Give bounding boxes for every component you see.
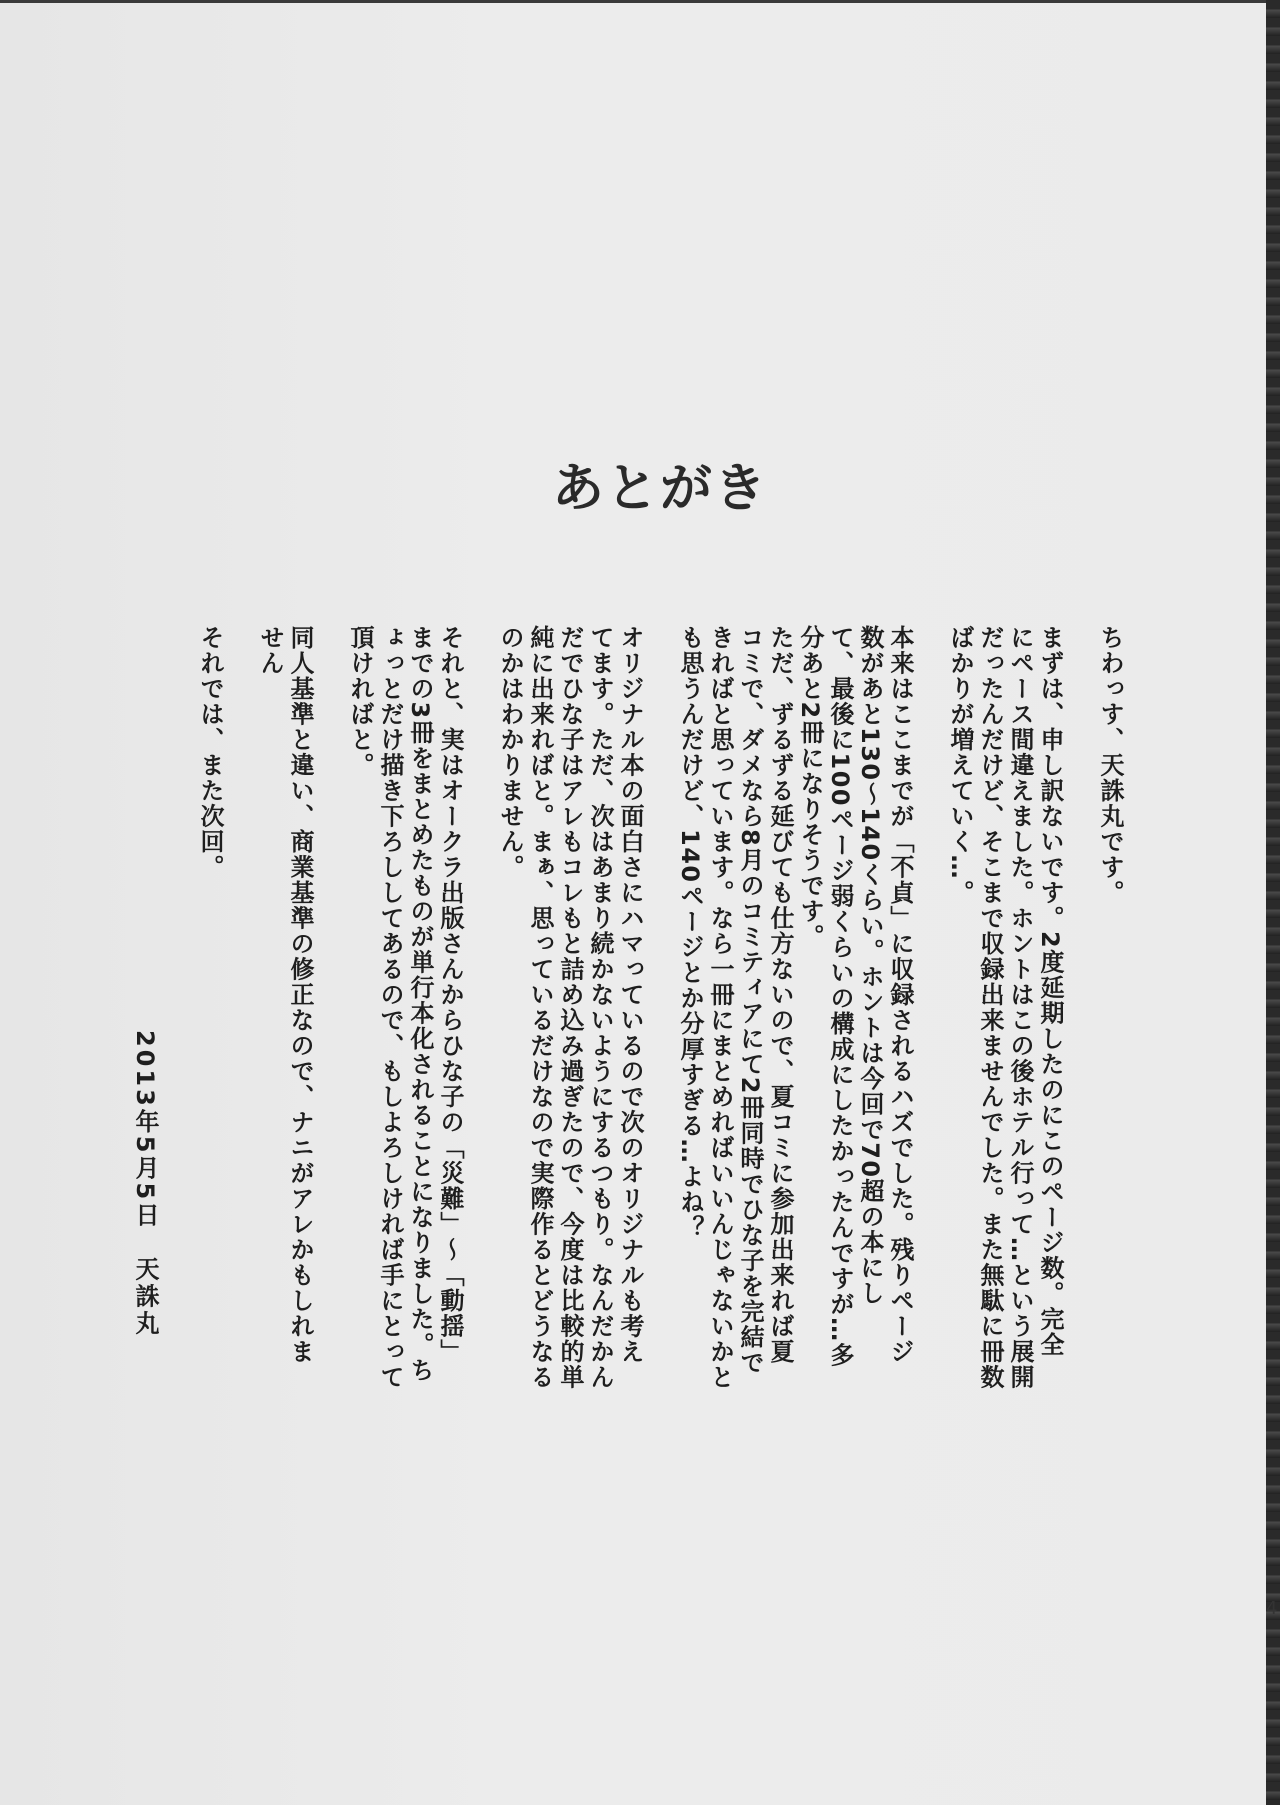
column-gap xyxy=(225,625,255,1385)
text-column: 純に出来ればと。まぁ、思っているだけなので実際作るとどうなる xyxy=(526,625,554,1390)
text-column: それでは、また次回。 xyxy=(196,625,224,880)
text-column: だったんだけど、そこまで収録出来ませんでした。また無駄に冊数 xyxy=(976,625,1004,1390)
column-gap xyxy=(315,625,345,1385)
text-column: も思うんだけど、140ページとか分厚すぎる…よね？ xyxy=(676,625,704,1241)
text-column: ちわっす、天誅丸です。 xyxy=(1096,625,1124,906)
text-column: オリジナル本の面白さにハマっているので次のオリジナルも考え xyxy=(616,625,644,1365)
text-column: まずは、申し訳ないです。2度延期したのにこのページ数。完全 xyxy=(1036,625,1064,1358)
afterword-body xyxy=(195,625,1125,1390)
text-column: のかはわかりません。 xyxy=(496,625,524,880)
column-gap xyxy=(915,625,945,1385)
text-column: だでひな子はアレもコレもと詰め込み過ぎたので、今度は比較的単 xyxy=(556,625,584,1390)
text-column: せん xyxy=(256,625,284,676)
page-title: あとがき xyxy=(551,459,768,519)
text-column: 分あと2冊になりそうです。 xyxy=(796,625,824,950)
text-column: ただ、ずるずる延びても仕方ないので、夏コミに参加出来れば夏 xyxy=(766,625,794,1365)
text-column: ょっとだけ描き下ろししてあるので、もしよろしければ手にとって xyxy=(376,625,404,1390)
text-column: 頂ければと。 xyxy=(346,625,374,778)
text-column: 本来はここまでが「不貞」に収録されるハズでした。残りページ xyxy=(886,625,914,1365)
column-gap xyxy=(1065,625,1095,1385)
page-number: 4 xyxy=(1266,1598,1278,1619)
column-gap xyxy=(465,625,495,1385)
text-column: までの3冊をまとめたものが単行本化されることになりました。ち xyxy=(406,625,434,1383)
date-signature: 2013年5月5日 天誅丸 xyxy=(131,1030,159,1338)
text-column: 同人基準と違い、商業基準の修正なので、ナニがアレかもしれま xyxy=(286,625,314,1365)
text-column: それと、実はオークラ出版さんからひな子の「災難」〜「動揺」 xyxy=(436,625,464,1365)
page-top-edge xyxy=(0,0,1266,3)
text-column: コミで、ダメなら8月のコミティアにて2冊同時でひな子を完結で xyxy=(736,625,764,1376)
text-column: てます。ただ、次はあまり続かないようにするつもり。なんだかん xyxy=(586,625,614,1390)
text-column: 数があと130〜140くらい。ホントは今回で70超の本にし xyxy=(856,625,884,1307)
page-binding-edge xyxy=(1266,0,1280,1805)
text-column: きればと思っています。なら一冊にまとめればいいんじゃないかと xyxy=(706,625,734,1390)
text-column: にペース間違えました。ホントはこの後ホテル行って…という展開 xyxy=(1006,625,1034,1390)
text-column: て、最後に100ページ弱くらいの構成にしたかったんですが…多 xyxy=(826,625,854,1369)
text-column: ばかりが増えていく…。 xyxy=(946,625,974,906)
column-gap xyxy=(645,625,675,1385)
